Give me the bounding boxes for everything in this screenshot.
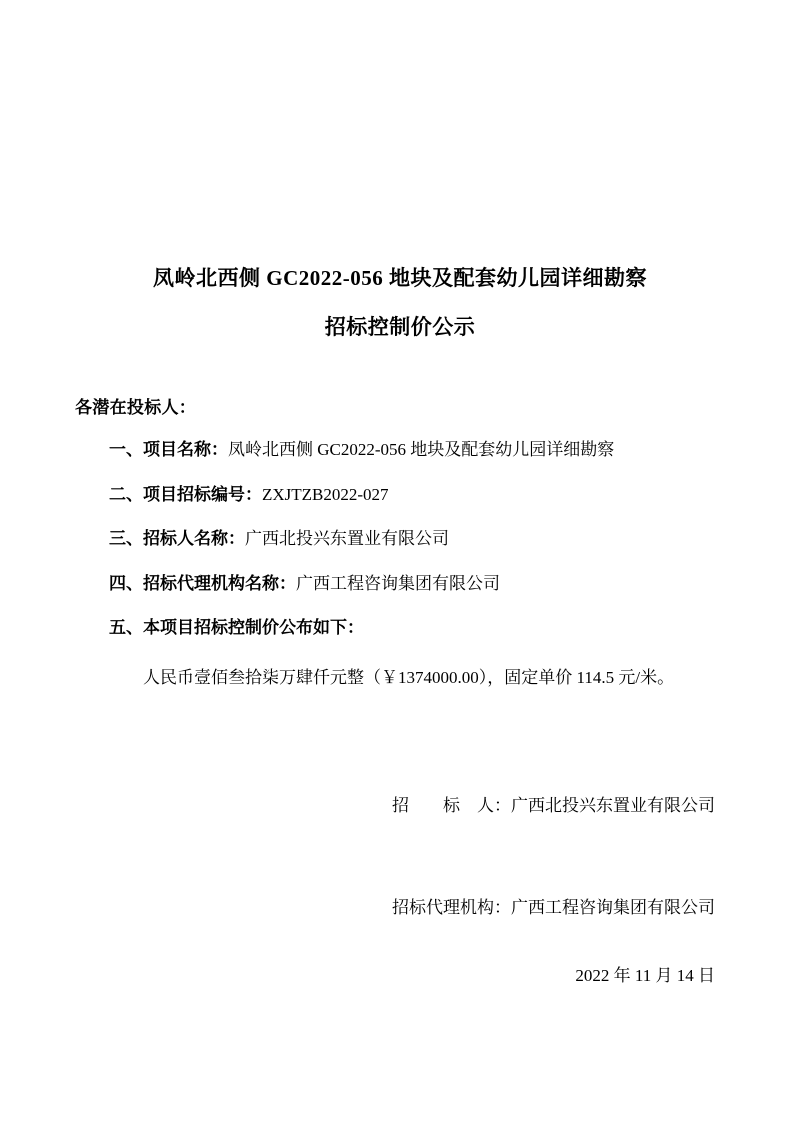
- item-label: 一、项目名称：: [109, 440, 228, 460]
- item-value: ZXJTZB2022-027: [262, 484, 389, 504]
- signature-bidder-label: 招 标 人：: [392, 796, 511, 816]
- signature-line-agency: [75, 857, 715, 959]
- price-paragraph: [75, 662, 725, 693]
- page-title-line-1: 凤岭北西侧 GC2022-056 地块及配套幼儿园详细勘察: [153, 266, 647, 290]
- list-item: [75, 571, 725, 597]
- price-paragraph-text: 人民币壹佰叁拾柒万肆仟元整（￥1374000.00），固定单价 114.5 元/米。: [143, 667, 675, 687]
- signature-bidder-value: 广西北投兴东置业有限公司: [511, 796, 715, 816]
- page-title-line-2: 招标控制价公示: [324, 314, 476, 339]
- signature-agency-label: 招标代理机构：: [392, 898, 511, 918]
- item-label: 四、招标代理机构名称：: [109, 573, 296, 593]
- salutation: 各潜在投标人：: [75, 398, 197, 418]
- item-label: 三、招标人名称：: [109, 529, 245, 549]
- signature-date: 2022 年 11 月 14 日: [575, 966, 715, 986]
- document-title-block: [75, 0, 725, 343]
- list-item: [75, 526, 725, 552]
- signature-block: [75, 755, 725, 993]
- item-value: 凤岭北西侧 GC2022-056 地块及配套幼儿园详细勘察: [228, 440, 615, 460]
- item-value: 广西工程咨询集团有限公司: [296, 573, 500, 593]
- item-value: 广西北投兴东置业有限公司: [245, 529, 449, 549]
- signature-line-bidder: [75, 755, 715, 857]
- item-label: 五、本项目招标控制价公布如下：: [109, 618, 364, 638]
- list-item: [75, 437, 725, 463]
- signature-agency-value: 广西工程咨询集团有限公司: [511, 898, 715, 918]
- list-item: [75, 482, 725, 508]
- list-item: [75, 615, 725, 641]
- item-label: 二、项目招标编号：: [109, 484, 262, 504]
